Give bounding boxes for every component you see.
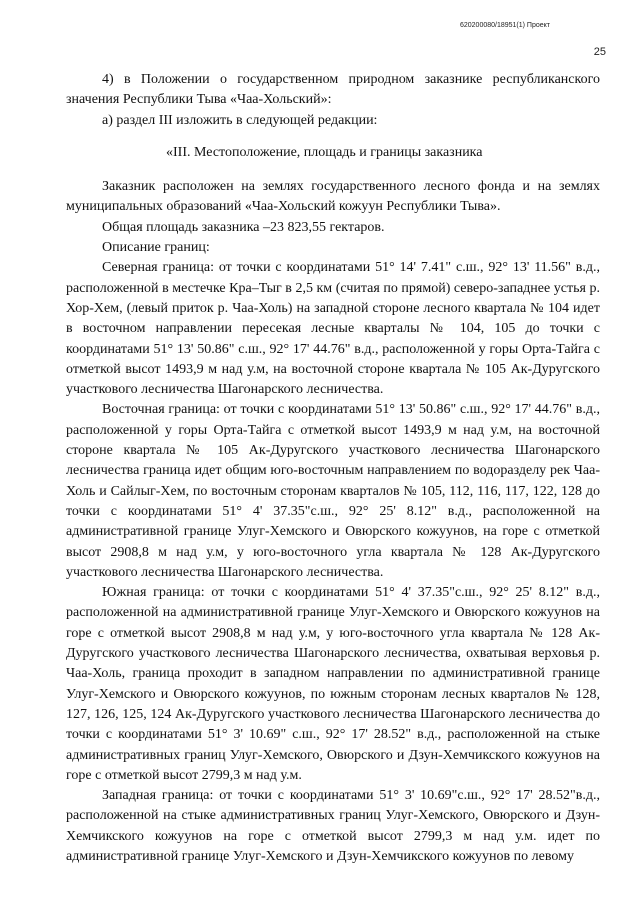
paragraph-subitem-a: а) раздел III изложить в следующей редакции: xyxy=(102,112,378,128)
paragraph-area: Общая площадь заказника –23 823,55 гектаров. xyxy=(102,219,385,235)
paragraph-item-4: 4) в Положении о государственном природном заказнике республиканского значения Республики Тыва «Чаа-Хольский»: xyxy=(66,72,600,108)
paragraph-western-boundary: Западная граница: от точки с координатами 51° 3' 10.69"с.ш., 92° 17' 28.52"в.д., расположенной на стыке административных границ Улуг-Хемского, Овюрского и Дзун-Хемчикского кожуунов на горе с отметкой высот 2799,3 м над у.м. идет по административной границе Улуг-Хемского и Дзун-Хемчикского кожуунов по левому xyxy=(66,788,600,864)
paragraph-northern-boundary: Северная граница: от точки с координатами 51° 14' 7.41" с.ш., 92° 13' 11.56" в.д., расположенной в местечке Кра–Тыг в 2,5 км (считая по прямой) северо-западнее устья р. Хор-Хем, (левый приток р. Чаа-Холь) на западной стороне лесного квартала № 104 идет в восточном направлении пересекая лесные кварталы № 104, 105 до точки с координатами 51° 13' 50.86" с.ш., 92° 17' 44.76" в.д., расположенной у горы Орта-Тайга с отметкой высот 1493,9 м над у.м, на восточной стороне квартала № 105 Ак-Дуругского участкового лесничества Шагонарского лесничества. xyxy=(66,260,600,398)
document-id: 620200080/18951(1) Проект xyxy=(459,22,550,29)
paragraph-southern-boundary: Южная граница: от точки с координатами 51° 4' 37.35"с.ш., 92° 25' 8.12" в.д., расположенной на административной границе Улуг-Хемского и Овюрского кожуунов на горе с отметкой высот 2908,8 м над у.м, у юго-восточного угла квартала № 128 Ак-Дуругского участкового лесничества Шагонарского лесничества, охватывая верховья р. Чаа-Холь, граница проходит в западном направлении по административной границе Улуг-Хемского и Овюрского кожуунов, по южным сторонам лесных кварталов № 128, 127, 126, 125, 124 Ак-Дуругского участкового лесничества Шагонарского лесничества до точки с координатами 51° 3' 10.69" с.ш., 92° 17' 28.52" в.д., расположенной на стыке административных границ Улуг-Хемского, Овюрского и Дзун-Хемчикского кожуунов на горе с отметкой высот 2799,3 м над у.м. xyxy=(66,585,600,783)
paragraph-location: Заказник расположен на землях государственного лесного фонда и на землях муниципальных образований «Чаа-Хольский кожуун Республики Тыва». xyxy=(66,179,600,215)
paragraph-eastern-boundary: Восточная граница: от точки с координатами 51° 13' 50.86" с.ш., 92° 17' 44.76" в.д., расположенной у горы Орта-Тайга с отметкой высот 1493,9 м над у.м, на восточной стороне квартала № 105 Ак-Дуругского участкового лесничества Шагонарского лесничества граница идет общим юго-восточным направлением по водоразделу рек Чаа-Холь и Сайлыг-Хем, по восточным сторонам кварталов № 105, 112, 116, 117, 122, 128 до точки с координатами 51° 4' 37.35"с.ш., 92° 25' 8.12" в.д., расположенной на административной границе Улуг-Хемского и Овюрского кожуунов, на горе с отметкой высот 2908,8 м над у.м, у юго-восточного угла квартала № 128 Ак-Дуругского участкового лесничества Шагонарского лесничества. xyxy=(66,402,600,580)
paragraph-boundary-heading: Описание границ: xyxy=(102,240,210,256)
page-number: 25 xyxy=(593,46,606,58)
document-body xyxy=(66,70,600,867)
section-title: «III. Местоположение, площадь и границы заказника xyxy=(166,144,483,160)
